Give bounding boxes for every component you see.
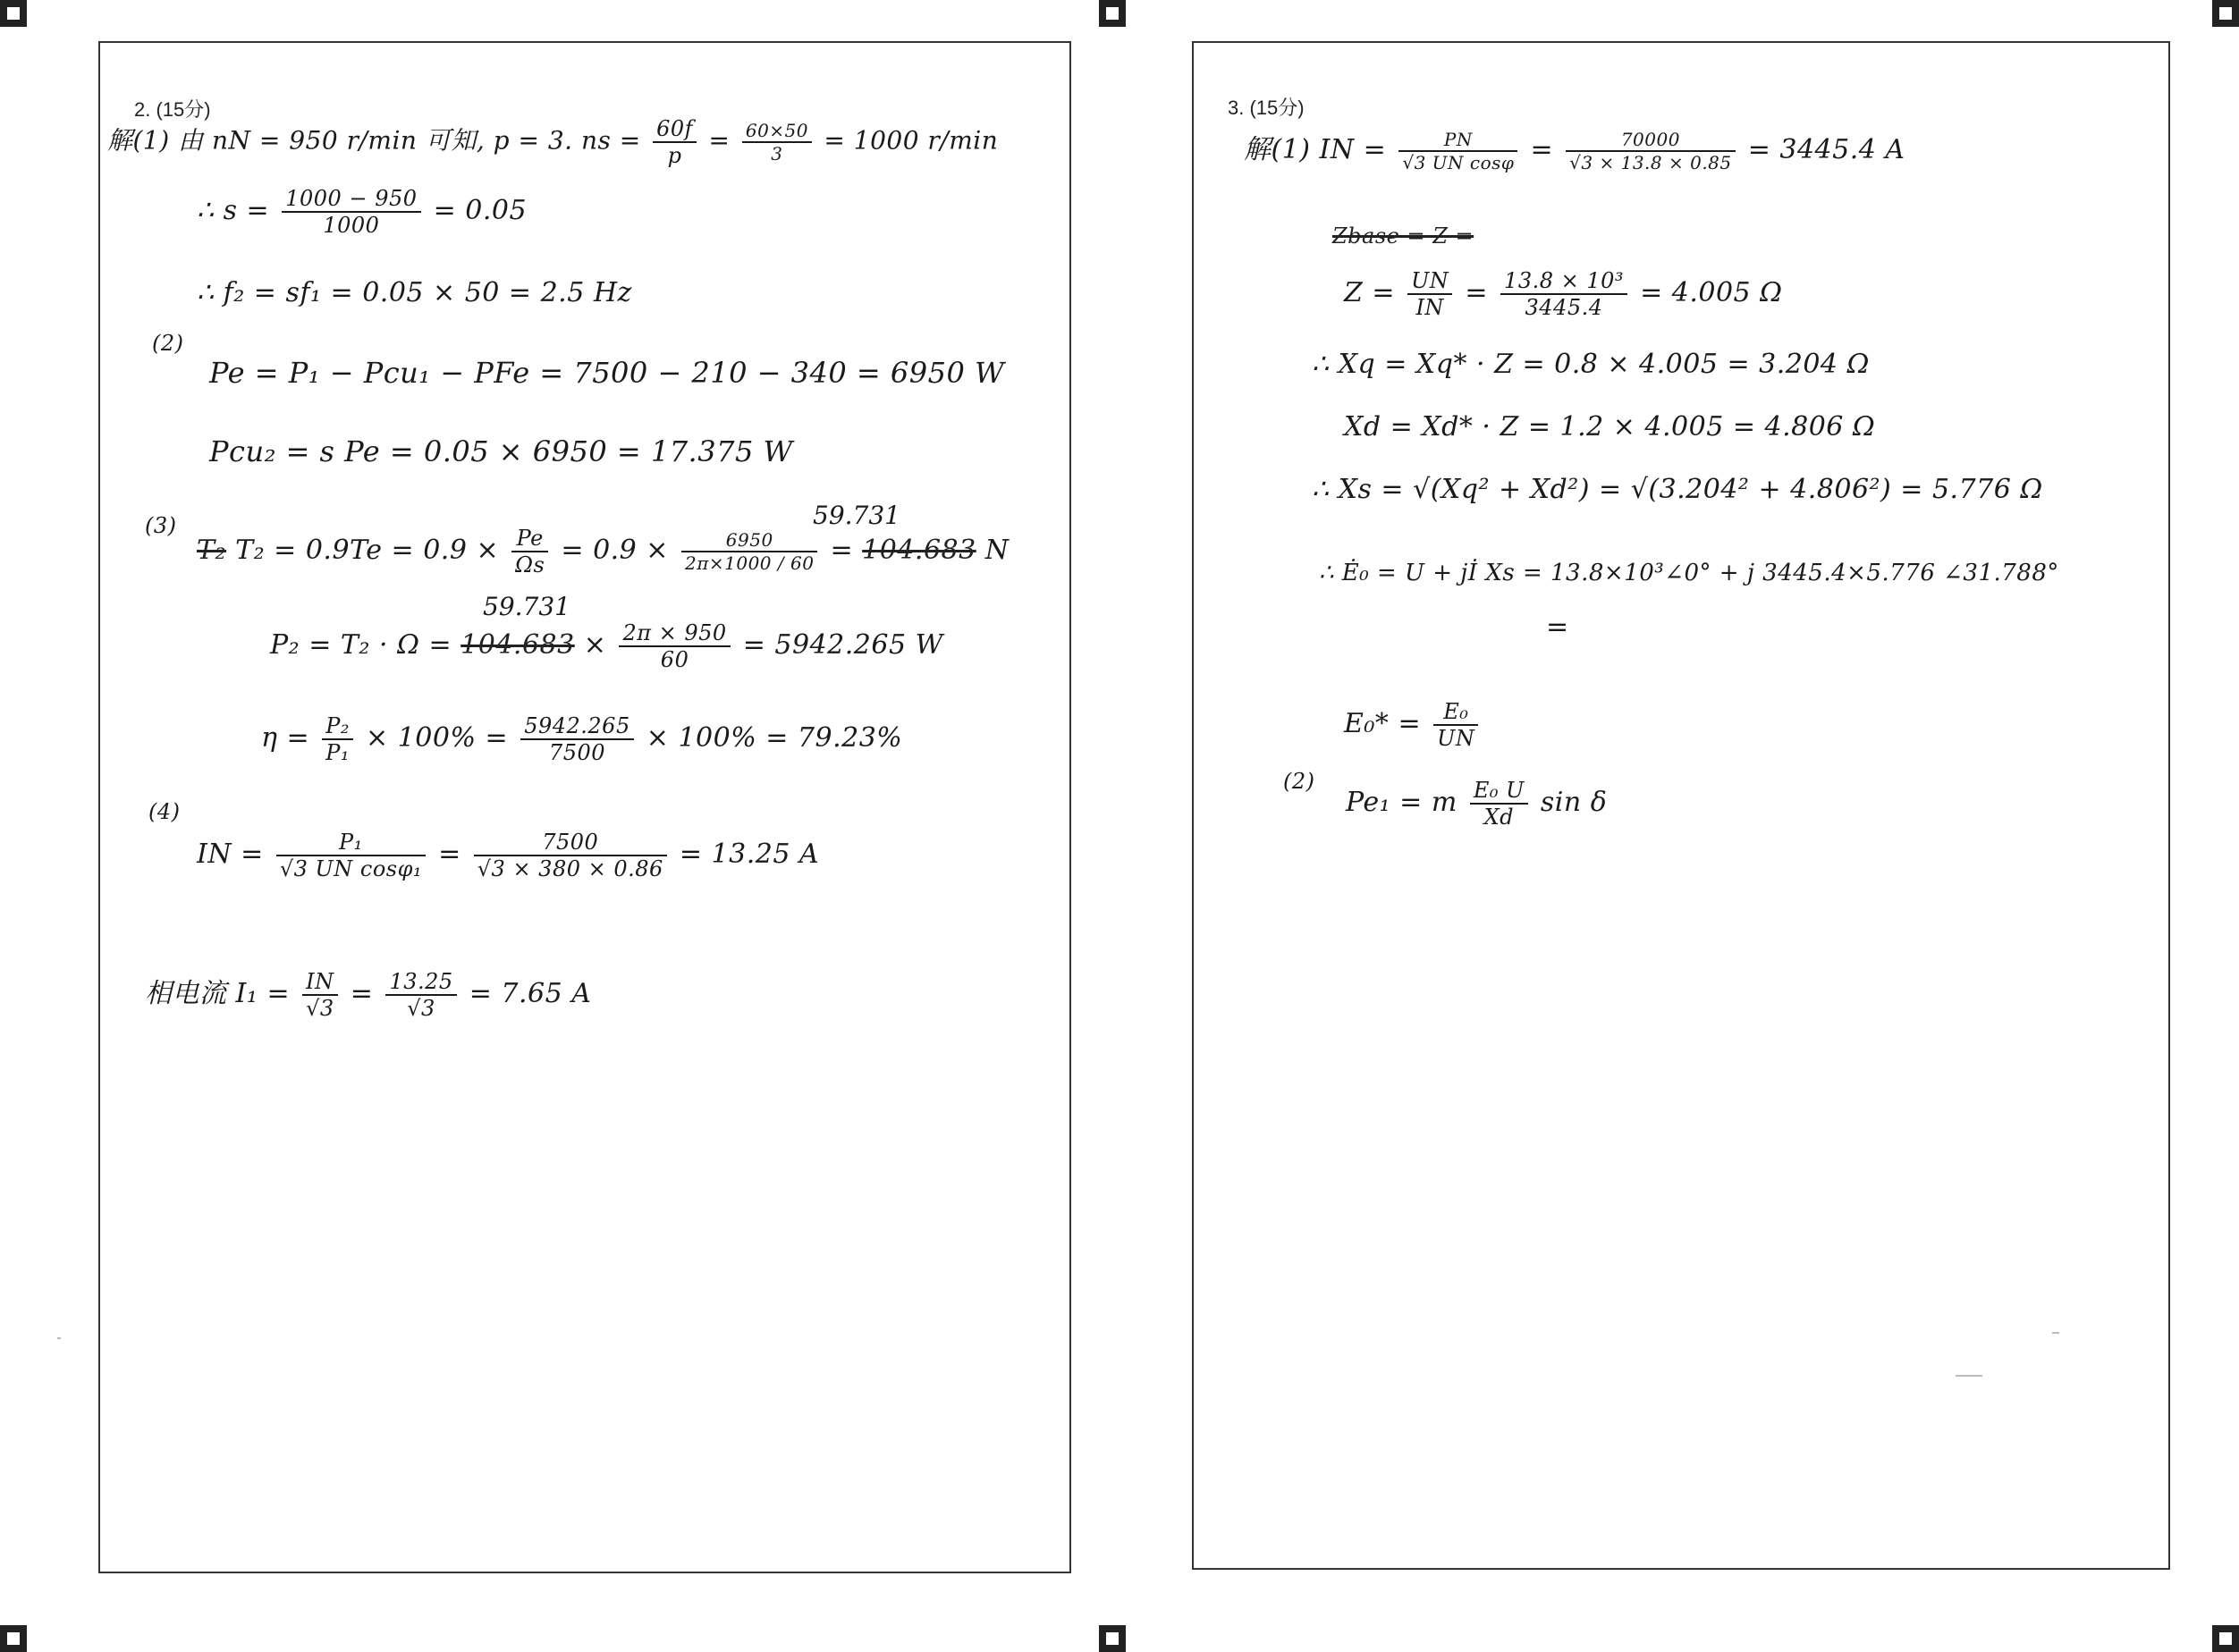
solution-line-7: P₂ = T₂ · Ω = 104.683 × $\frac{2\pi \times 950}{60}$ = 5942.265 W (270, 620, 943, 672)
part-tag: (3) (145, 513, 177, 538)
solution-line-4: ∴ Xq = Xq* · Z = 0.8 × 4.005 = 3.204 Ω (1312, 349, 1870, 380)
correction-above: 59.731 (483, 592, 570, 621)
solution-line-9: IN = $\frac{\text{P₁}}{\text{√3 UN cosφ₁}}$ = $\frac{7500}{√3 \times 380 \times 0.86}$ = 13.25 A (197, 830, 820, 881)
question-label: 2. (15分) (134, 98, 211, 121)
registration-marker (2212, 0, 2239, 27)
solution-line-3: Z = $\frac{UN}{IN}$ = $\frac{\text{13.8 × 10³}}{3445.4}$ = 4.005 Ω (1344, 268, 1783, 320)
part-tag: (4) (148, 799, 181, 824)
scan-speck (1956, 1375, 1982, 1377)
scan-speck (57, 1337, 61, 1339)
registration-marker (1099, 1625, 1126, 1652)
solution-line-5: Xd = Xd* · Z = 1.2 × 4.005 = 4.806 Ω (1344, 411, 1876, 442)
solution-line-3: ∴ f₂ = sf₁ = 0.05 × 50 = 2.5 Hz (197, 277, 632, 308)
correction-above: 59.731 (813, 501, 900, 530)
question-label: 3. (15分) (1228, 97, 1305, 119)
solution-line-8: η = $\frac{\text{P₂}}{\text{P₁}}$ × 100% = $\frac{5942.265}{7500}$ × 100% = 79.23% (261, 713, 903, 765)
part-tag: (2) (152, 331, 184, 356)
solution-line-7: ∴ Ė₀ = U + jİ Xs = 13.8×10³∠0° + j 3445.4×5.776 ∠31.788° (1319, 560, 2059, 586)
answer-box-question-2 (98, 41, 1071, 1573)
solution-line-1: 解(1) IN = $\frac{PN}{\text{√3 UN cosφ}}$ = $\frac{70000}{√3 \times 13.8 \times 0.85}$ = 3445.4 A (1244, 129, 1905, 173)
solution-line-6: ∴ Xs = √(Xq² + Xd²) = √(3.204² + 4.806²) = 5.776 Ω (1312, 474, 2043, 505)
solution-line-4: Pe = P₁ − Pcu₁ − PFe = 7500 − 210 − 340 = 6950 W (209, 356, 1005, 390)
solution-line-8: = (1546, 611, 1569, 643)
answer-box-question-3 (1192, 41, 2170, 1570)
solution-line-2: ∴ s = $\frac{1000 - 950}{1000}$ = 0.05 (197, 186, 528, 238)
registration-marker (0, 1625, 27, 1652)
registration-marker (2212, 1625, 2239, 1652)
solution-line-5: Pcu₂ = s Pe = 0.05 × 6950 = 17.375 W (209, 434, 793, 468)
registration-marker (1099, 0, 1126, 27)
solution-line-9: E₀* = $\frac{\text{E₀}}{UN}$ (1344, 699, 1482, 751)
struck-out-line: Zbase = Z = (1332, 223, 1474, 249)
registration-marker (0, 0, 27, 27)
scan-speck (2052, 1332, 2059, 1334)
part-tag: (2) (1283, 769, 1315, 794)
solution-line-10: 相电流 I₁ = $\frac{IN}{√3}$ = $\frac{13.25}{√3}$ = 7.65 A (145, 969, 592, 1021)
solution-line-6: T₂ T₂ = 0.9Te = 0.9 × $\frac{Pe}{\Omega s}$ = 0.9 × $\frac{6950}{2\pi\times 1000 / 60}$ = 104.683 N (197, 526, 1010, 577)
solution-line-1: 解(1) 由 nN = 950 r/min 可知, p = 3. ns = $\frac{60f}{p}$ = $\frac{60\times 50}{3}$ = 1000 r/min (107, 116, 999, 168)
solution-line-10: Pe₁ = m $\frac{\text{E₀ U}}{Xd}$ sin δ (1346, 778, 1608, 830)
